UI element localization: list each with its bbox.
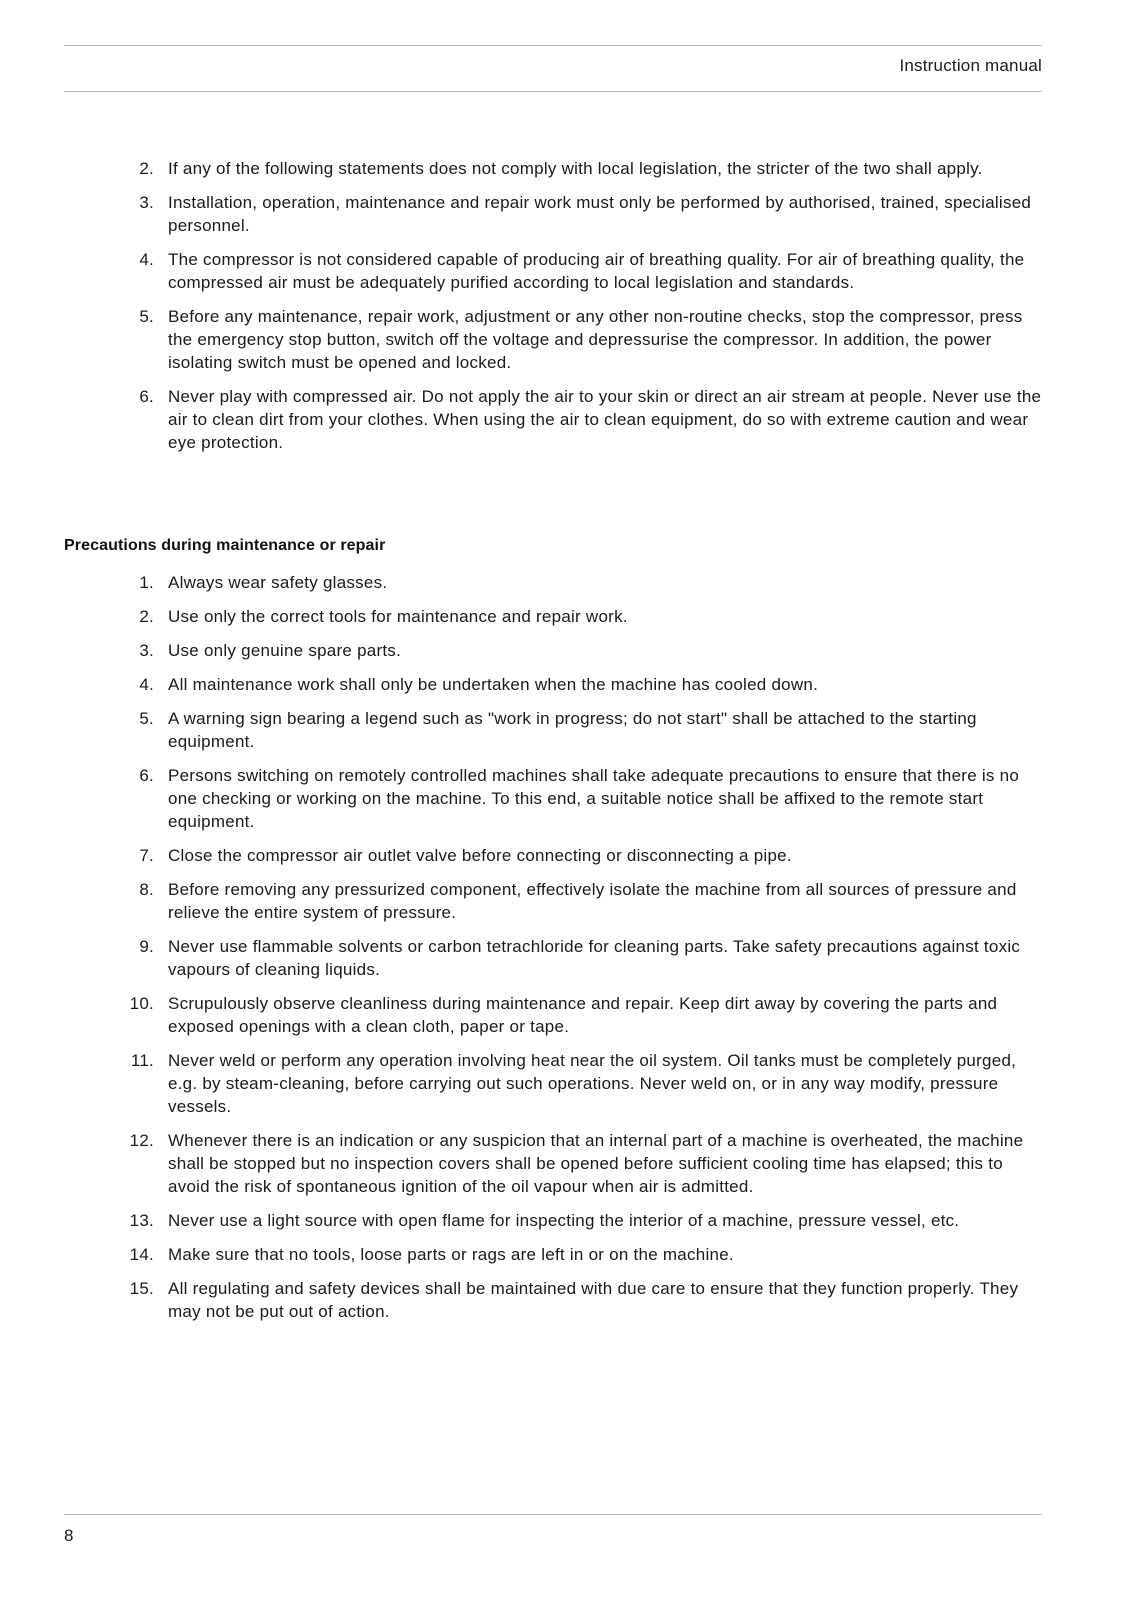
list-item-number: 14. [129,1245,154,1264]
list-item [64,248,1044,294]
list-item [64,844,1044,867]
list-item-number: 4. [139,250,154,269]
list-item [64,1129,1044,1198]
list-item-number: 12. [129,1131,154,1150]
list-item [64,1209,1044,1232]
footer-rule [64,1514,1042,1515]
list-item-text: Use only the correct tools for maintenance and repair work. [168,607,628,626]
list-item-number: 6. [139,766,154,785]
list-item [64,385,1044,454]
list-item-number: 15. [129,1279,154,1298]
list-item-number: 9. [139,937,154,956]
list-item [64,1277,1044,1323]
list-item-text: All maintenance work shall only be undertaken when the machine has cooled down. [168,675,819,694]
list-item-text: Installation, operation, maintenance and repair work must only be performed by authorised, trained, specialised personnel. [168,193,1032,235]
header-rule-bottom [64,91,1042,92]
list-item-number: 7. [139,846,154,865]
list-item-number: 1. [139,573,154,592]
list-item [64,707,1044,753]
list-item-text: All regulating and safety devices shall be maintained with due care to ensure that they function properly. They may not be put out of action. [168,1279,1019,1321]
header-title: Instruction manual [899,56,1042,75]
list-item-text: Never use flammable solvents or carbon tetrachloride for cleaning parts. Take safety precautions against toxic vapours of cleaning liquids. [168,937,1021,979]
list-item-text: If any of the following statements does not comply with local legislation, the stricter of the two shall apply. [168,159,983,178]
list-item [64,571,1044,594]
list-item-text: Whenever there is an indication or any suspicion that an internal part of a machine is overheated, the machine shall be stopped but no inspection covers shall be opened before sufficient cooling time has elapsed; this to avoid the risk of spontaneous ignition of the oil vapour when air is admitted. [168,1131,1024,1196]
list-item-number: 3. [139,641,154,660]
list-item-text: Close the compressor air outlet valve before connecting or disconnecting a pipe. [168,846,792,865]
list-item-text: The compressor is not considered capable of producing air of breathing quality. For air of breathing quality, the compressed air must be adequately purified according to local legislation and standards. [168,250,1025,292]
section-heading: Precautions during maintenance or repair [64,537,386,554]
list-item-text: Never use a light source with open flame for inspecting the interior of a machine, pressure vessel, etc. [168,1211,960,1230]
general-precautions-list [64,157,1044,465]
list-item [64,191,1044,237]
list-item-number: 2. [139,607,154,626]
list-item-number: 6. [139,387,154,406]
list-item-number: 2. [139,159,154,178]
list-item [64,1243,1044,1266]
list-item-number: 8. [139,880,154,899]
list-item-number: 3. [139,193,154,212]
list-item-text: Never weld or perform any operation involving heat near the oil system. Oil tanks must be completely purged, e.g. by steam-cleaning, before carrying out such operations. Never weld on, or in any way modify, pressure vessels. [168,1051,1017,1116]
maintenance-precautions-list [64,571,1044,1334]
list-item-text: Before removing any pressurized component, effectively isolate the machine from all sources of pressure and relieve the entire system of pressure. [168,880,1017,922]
list-item-text: Never play with compressed air. Do not apply the air to your skin or direct an air stream at people. Never use the air to clean dirt from your clothes. When using the air to clean equipment, do so with extreme caution and wear eye protection. [168,387,1042,452]
list-item-text: Make sure that no tools, loose parts or rags are left in or on the machine. [168,1245,734,1264]
list-item-text: Use only genuine spare parts. [168,641,402,660]
list-item-number: 4. [139,675,154,694]
header-rule-top [64,45,1042,46]
list-item [64,764,1044,833]
list-item-number: 11. [130,1051,154,1070]
list-item [64,305,1044,374]
list-item [64,605,1044,628]
list-item-text: Always wear safety glasses. [168,573,388,592]
list-item [64,992,1044,1038]
list-item-number: 5. [139,709,154,728]
list-item [64,1049,1044,1118]
list-item [64,935,1044,981]
list-item-number: 10. [129,994,154,1013]
list-item-text: A warning sign bearing a legend such as "work in progress; do not start" shall be attached to the starting equipment. [168,709,977,751]
list-item [64,639,1044,662]
list-item-text: Persons switching on remotely controlled machines shall take adequate precautions to ensure that there is no one checking or working on the machine. To this end, a suitable notice shall be affixed to the remote start equipment. [168,766,1020,831]
list-item-number: 5. [139,307,154,326]
list-item [64,157,1044,180]
list-item [64,878,1044,924]
page-number: 8 [64,1526,74,1545]
list-item [64,673,1044,696]
list-item-text: Scrupulously observe cleanliness during maintenance and repair. Keep dirt away by covering the parts and exposed openings with a clean cloth, paper or tape. [168,994,998,1036]
list-item-text: Before any maintenance, repair work, adjustment or any other non-routine checks, stop the compressor, press the emergency stop button, switch off the voltage and depressurise the compressor. In addition, the power isolating switch must be opened and locked. [168,307,1023,372]
list-item-number: 13. [129,1211,154,1230]
